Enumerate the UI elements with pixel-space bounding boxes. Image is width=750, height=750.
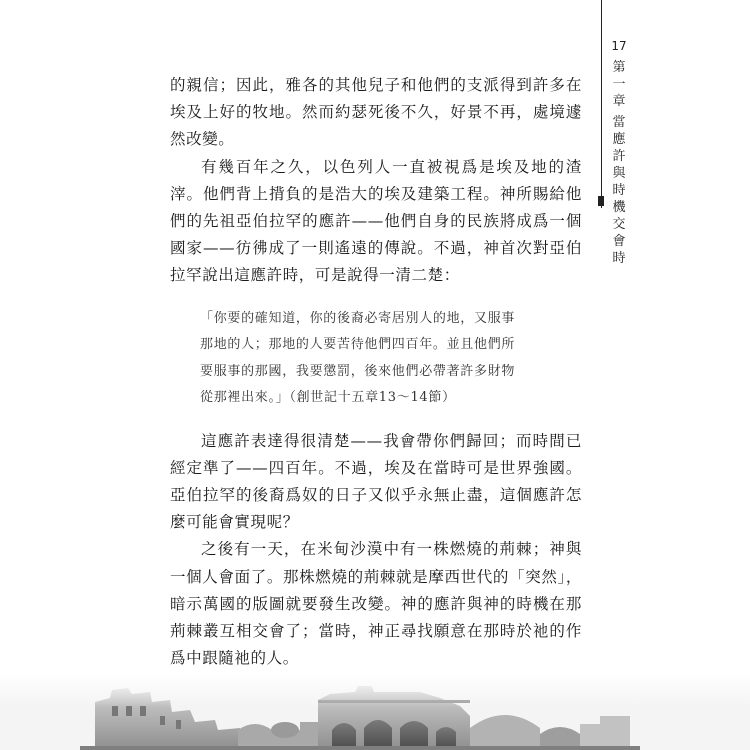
- chapter-title: 當應許與時機交會時: [612, 115, 626, 266]
- page-number: 17: [611, 39, 627, 53]
- architecture-photo: [0, 672, 750, 750]
- body-text: [170, 72, 582, 672]
- paragraph-2: 有幾百年之久，以色列人一直被視爲是埃及地的渣滓。他們背上揹負的是浩大的埃及建築工程。神所賜給他們的先祖亞伯拉罕的應許——他們自身的民族將成爲一個國家——彷彿成了一則遙遠的傳說。不過，神首次對亞伯拉罕說出這應許時，可是說得一清二楚：: [170, 157, 582, 285]
- running-head-marker: [598, 196, 604, 206]
- paragraph-4: 之後有一天，在米甸沙漠中有一株燃燒的荊棘；神與一個人會面了。那株燃燒的荊棘就是摩西世代的「突然」，暗示萬國的版圖就要發生改變。神的應許與神的時機在那荊棘叢互相交會了；當時，神正尋找願意在那時於祂的作爲中跟隨祂的人。: [170, 540, 582, 668]
- scripture-quote: 「你要的確知道，你的後裔必寄居別人的地，又服事那地的人；那地的人要苦待他們四百年。並且他們所要服事的那國，我要懲罰，後來他們必帶著許多財物從那裡出來。」（創世記十五章13～14節）: [200, 310, 516, 406]
- architecture-photo-drawing: [0, 672, 750, 750]
- paragraph-1: 的親信；因此，雅各的其他兒子和他們的支派得到許多在埃及上好的牧地。然而約瑟死後不久，好景不再，處境遽然改變。: [170, 76, 582, 149]
- running-head: [608, 38, 630, 267]
- paragraph-3: 這應許表達得很清楚——我會帶你們歸回；而時間已經定準了——四百年。不過，埃及在當時可是世界強國。亞伯拉罕的後裔爲奴的日子又似乎永無止盡，這個應許怎麼可能會實現呢？: [170, 431, 582, 532]
- running-head-rule: [601, 0, 602, 208]
- chapter-label: 第一章: [612, 60, 626, 109]
